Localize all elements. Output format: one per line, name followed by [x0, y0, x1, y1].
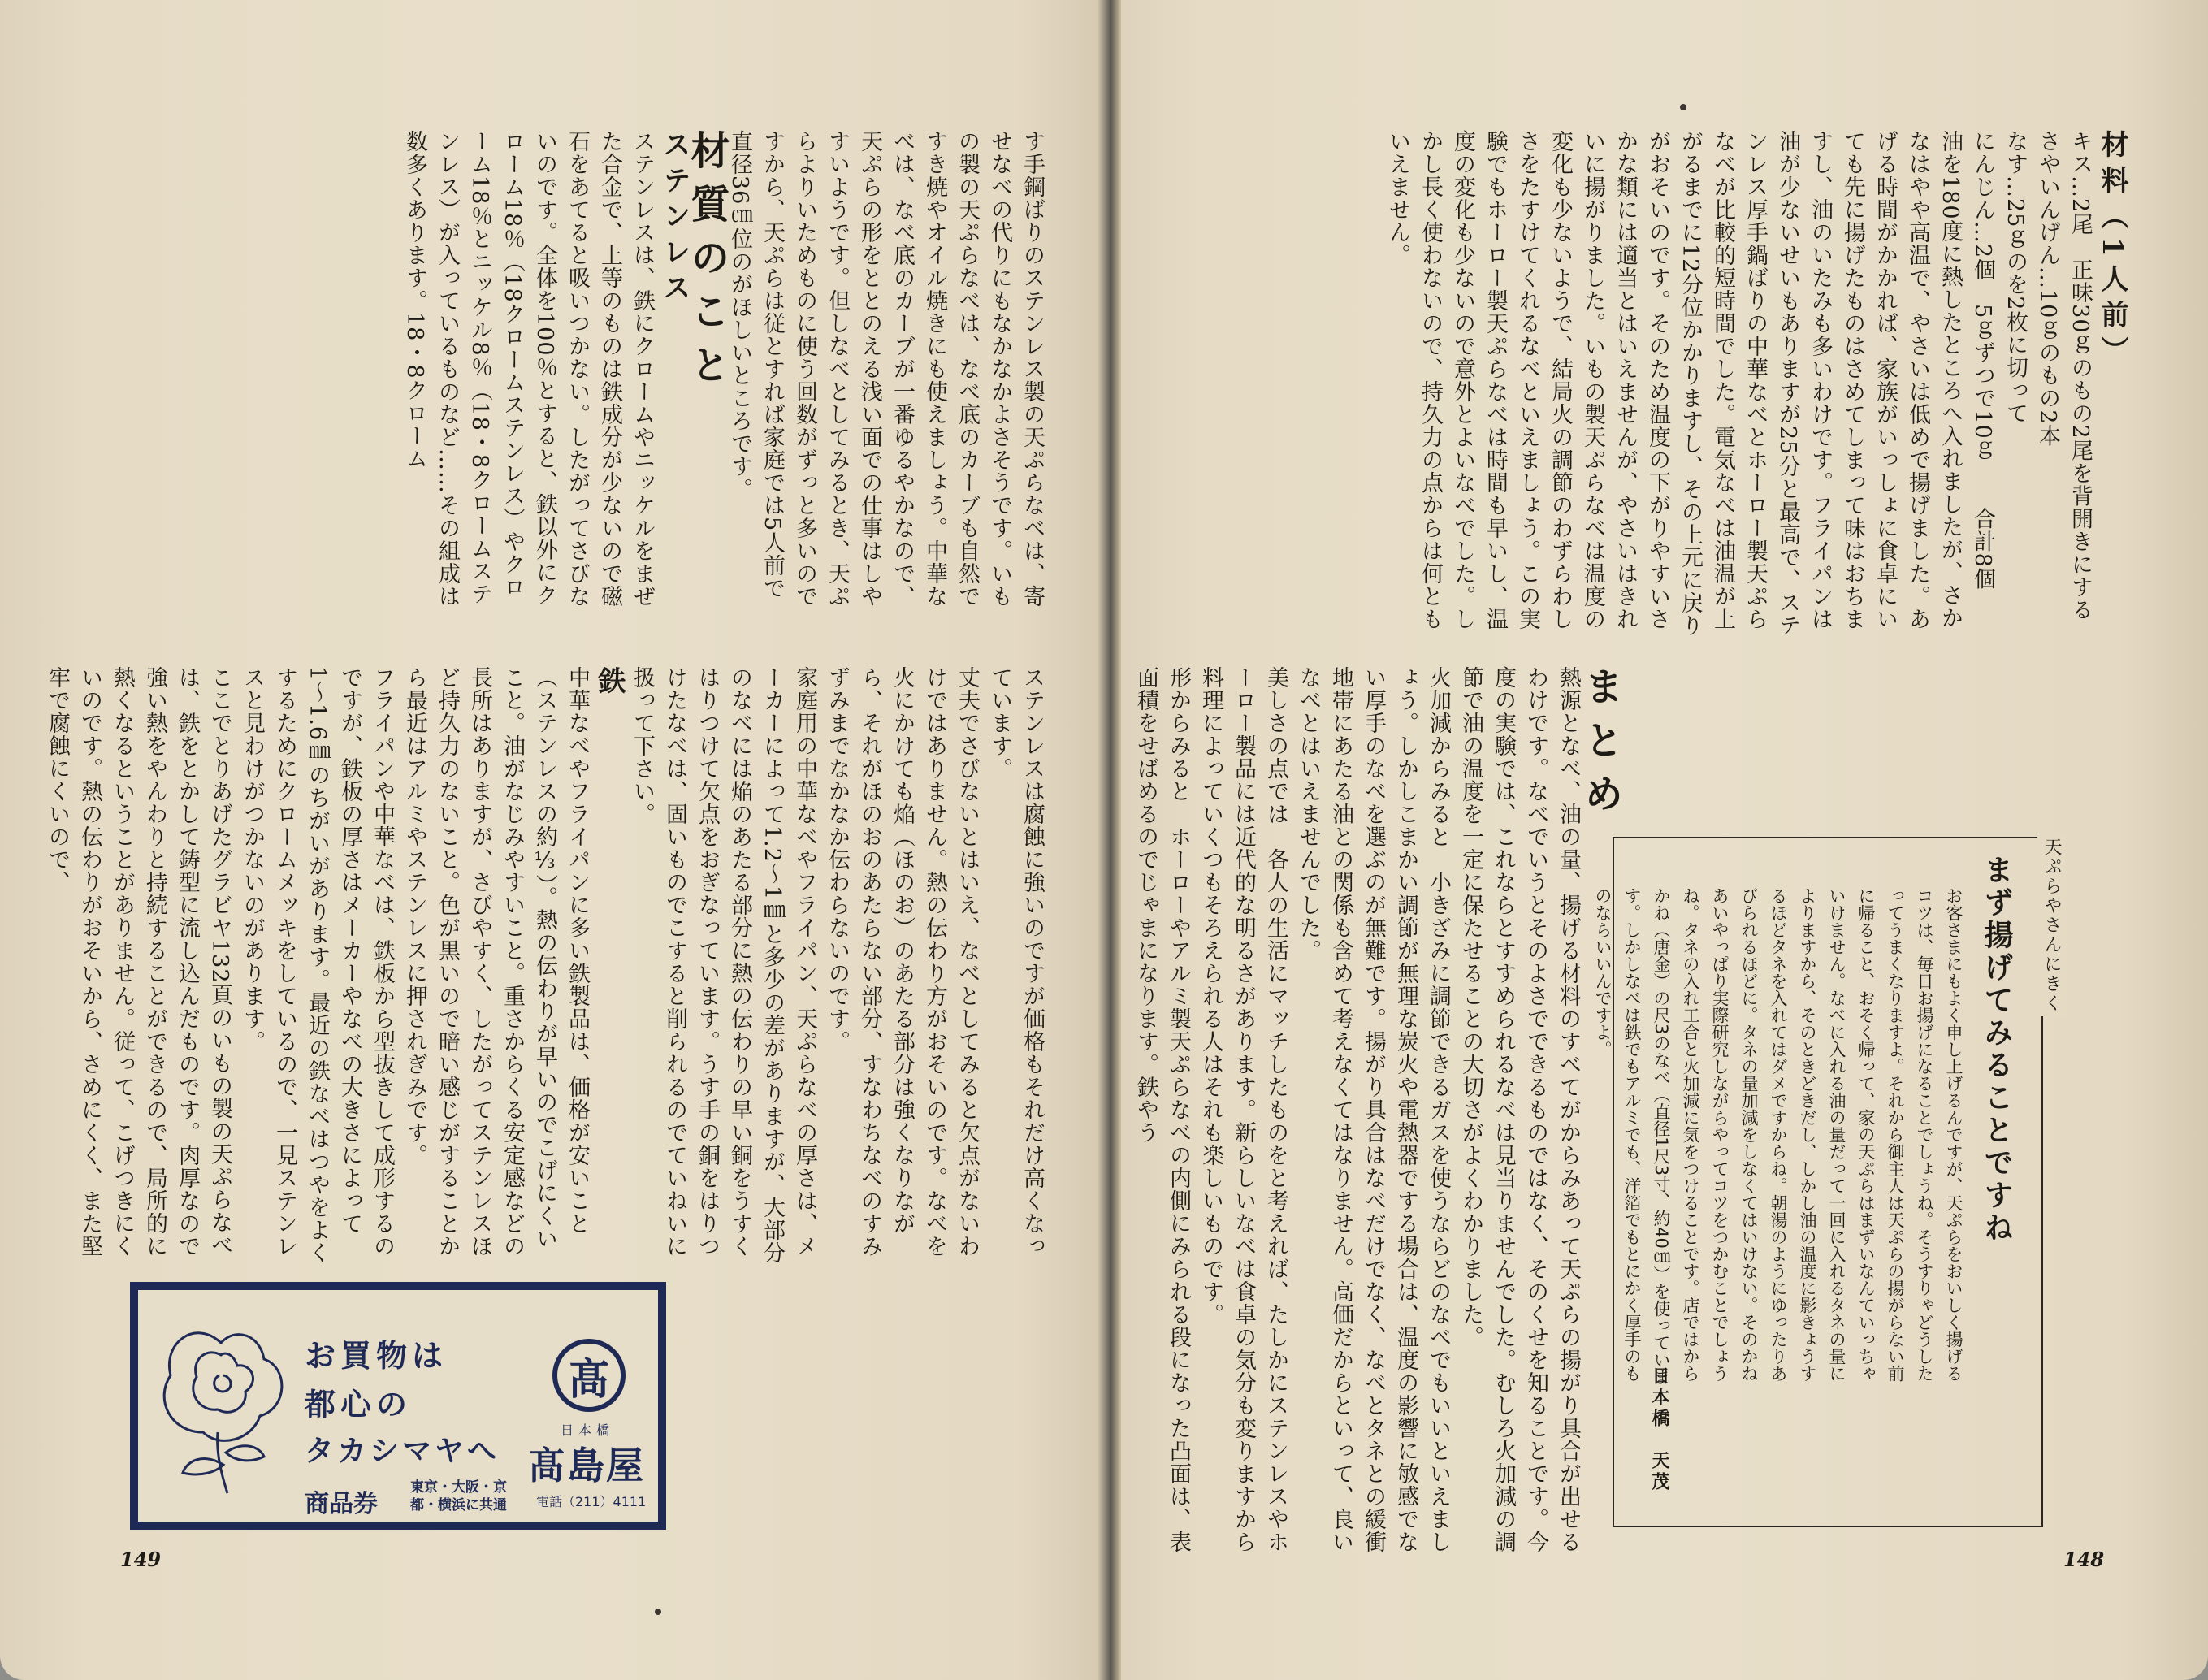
book-gutter	[1098, 0, 1121, 1680]
interview-credit: 日本橋 天茂	[1649, 1366, 1669, 1493]
page-number-left: 149	[120, 1548, 162, 1571]
iron-paragraph-1: 中華なべやフライパンに多い鉄製品は、価格が安いこと（ステンレスの約⅓）。熱の伝わりが早いのでこげにくいこと。油がなじみやすいこと。重さからくる安定感などの長所はありますが、さびやすく、したがってステンレスほど持久力のないこと。色が黒いので暗い感じがすることから最近はアルミやステンレスに押されぎみです。	[402, 666, 590, 1258]
ingredients-heading: 材料（1人前）	[2096, 130, 2128, 372]
page-number-right: 148	[2063, 1548, 2105, 1571]
ad-headline-3: タカシマヤへ	[305, 1435, 500, 1468]
ad-brand-name: 髙島屋	[528, 1444, 645, 1487]
experiment-paragraph: 油を180度に熱したところへ入れましたが、さかなはやや高温で、やさいは低めで揚げました。あげる時間がかかれば、家族がいっしょに食卓にいても先に揚げたものはさめてしまって味はおちますし、油のいたみも多いわけです。フライパンは油が少ないせいもありますが25分と最高で、ステンレス厚手鍋ばりの中華なべとホーロー製天ぷらなべが比較的短時間でした。電気なべは油温が上がるまでに12分位かかりますし、その上元に戻りがおそいのです。そのため温度の下がりやすいさかな類には適当とはいえませんが、やさいはきれいに揚がりました。いもの製天ぷらなべは温度の変化も少ないようで、結局火の調節のわずらわしさをたすけてくれるなべといえましょう。この実験でもホーロー製天ぷらなべは時間も早いし、温度の変化も少ないので意外とよいなべでした。しかし長く使わないので、持久力の点からは何ともいえません。	[1385, 130, 1963, 638]
pan-uses-paragraph: す手鋼ばりのステンレス製の天ぷらなべは、寄せなべの代りにもなかなかよさそうです。いもの製の天ぷらなべは、なべ底のカーブも自然ですき焼やオイル焼きにも使えましょう。中華なべは、なべ底のカーブが一番ゆるやかなので、天ぷらの形をととのえる浅い面での仕事はしやすいようです。但しなべとしてみるとき、天ぷらよりいためものに使う回数がずっと多いのですから、天ぷらは従とすれば家庭では5人前で直径36㎝位のがほしいところです。	[727, 130, 1045, 608]
stainless-price: ステンレスは腐蝕に強いのですが価格もそれだけ高くなっています。	[987, 666, 1045, 1258]
ingredient-beans: さやいんげん…10ｇのもの2本	[2035, 130, 2060, 448]
ad-cities: 東京・大阪・京都・横浜に共通	[410, 1479, 507, 1513]
right-top-column	[1162, 130, 2128, 650]
left-top-column	[97, 130, 1048, 617]
takashimaya-logo-icon: 髙	[552, 1339, 626, 1412]
ingredient-carrot: にんじん…2個 5ｇずつで10ｇ 合計8個	[1970, 130, 1995, 591]
interview-title: まず揚げてみることですね	[1980, 855, 2013, 1245]
right-bottom-column	[1133, 666, 1623, 1560]
ad-headline-1: お買物は	[305, 1338, 448, 1374]
summary-heading: まとめ	[1578, 666, 1623, 827]
materials-heading: 材質のこと	[684, 130, 730, 398]
interview-tag: 天ぷらやさんにきく	[2037, 834, 2066, 1016]
interview-box	[1593, 837, 2062, 1527]
ingredient-kisu: キス…2尾 正味30ｇのもの2尾を背開きにする	[2067, 130, 2093, 621]
stainless-subheading: ステンレス	[658, 130, 691, 309]
paper-speck	[1680, 104, 1686, 110]
summary-intro: 熱源となべ、油の量、揚げる材料のすべてがからみあって天ぷらの揚がり具合が出せるわけです。なべでいうとそのよさでできるものではなく、そのくせを知ることです。今度の実験では、これならとすすめられるなべは見当りませんでした。むしろ火加減の調節で油の温度を一定に保たせることの大切さがよくわかりました。	[1458, 666, 1581, 1553]
summary-heat-control: 火加減からみると 小きざみに調節できるガスを使うならどのなべでもいいといえましょう。しかしこまかい調節が無理な炭火や電熱器でする場合は、温度の影響に敏感でない厚手のなべを選ぶのが無難です。揚がり具合はなべだけでなく、なべとタネとの緩衝地帯にあたる油との関係も含めて考えなくてはなりません。高価だからといって、良いなべとはいえませんでした。	[1296, 666, 1451, 1553]
stainless-paragraph: ステンレスは、鉄にクロームやニッケルをまぜた合金で、上等のものは鉄成分が少ないので磁石をあてると吸いつかない。したがってさびないのです。全体を100％とすると、鉄以外にクローム18％（18クロームステンレス）やクローム18％とニッケル8％（18・8クロームステンレス）が入っているものなど……その組成は数多くあります。18・8クローム	[402, 130, 655, 608]
takashimaya-advertisement	[130, 1282, 666, 1530]
summary-shape: 形からみると ホーローやアルミ製天ぷらなべの内側にみられる段になった凸面は、表面積をせばめるのでじゃまになります。鉄やう	[1133, 666, 1191, 1553]
ingredient-eggplant: なす…25ｇのを2枚に切って	[2002, 130, 2028, 425]
paper-speck	[655, 1609, 661, 1615]
left-bottom-column	[45, 666, 1048, 1267]
iron-paragraph-3: ここでとりあげたグラビヤ132頁のいもの製の天ぷらなべは、鉄をとかして鋳型に流し込んだものです。肉厚なので強い熱をやんわりと持続することができるので、局所的に熱くなるということがありません。従って、こげつきにくいのです。熱の伝わりがおそいから、さめにくく、また堅牢で腐蝕にくいので、	[45, 666, 232, 1258]
stainless-drawback: 丈夫でさびないとはいえ、なべとしてみると欠点がないわけではありません。熱の伝わり方がおそいのです。なべを火にかけても焔（ほのお）のあたる部分は強くなりながら、それがほのおのあたらない部分、すなわちなべのすみずみまでなかなか伝わらないのです。	[825, 666, 980, 1258]
ad-gift-voucher: 商品券	[305, 1490, 378, 1518]
iron-subheading: 鉄	[593, 666, 626, 702]
ad-phone: 電話（211）4111	[536, 1494, 647, 1509]
iron-paragraph-2: フライパンや中華なべは、鉄板から型抜きして成形するのですが、鉄板の厚さはメーカーやなべの大きさによって1〜1.6㎜のちがいがあります。最近の鉄なべはつやをよくするためにクロームメッキをしているので、一見ステンレスと見わけがつかないのがあります。	[240, 666, 395, 1265]
summary-beauty: 美しさの点では 各人の生活にマッチしたものをと考えれば、たしかにステンレスやホーロー製品には近代的な明るさがあります。新らしいなべは食卓の気分も変りますから料理によっていくつもそろえられる人はそれも楽しいものです。	[1198, 666, 1288, 1553]
ad-headline-2: 都心の	[305, 1387, 413, 1422]
ad-location: 日本橋	[561, 1422, 615, 1438]
copper-lining: 家庭用の中華なべやフライパン、天ぷらなべの厚さは、メーカーによって1.2〜1㎜と多少の差がありますが、大部分のなべには焔のあたる部分に熱の伝わりの早い銅をうすくはりつけて欠点をおぎなっています。うす手の銅をはりつけたなべは、固いものでこすると削られるのでていねいに扱って下さい。	[630, 666, 817, 1265]
interview-body: お客さまにもよく申し上げるんですが、天ぷらをおいしく揚げるコツは、毎日お揚げになることでしょうね。そうすりゃどうしたってうまくなりますよ。それから御主人は天ぷらの揚がらない前に帰ること、おそく帰って、家の天ぷらはまずいなんていっちゃいけません。なべに入れる油の量だって一回に入れるタネの量によりますから、そのときどきだし、しかし油の温度に影きょうするほどタネを入れてはダメですからね。朝湯のようにゆったりあびられるほどに。タネの量加減をしなくてはいけない。そのかねあいやっぱり実際研究しながらやってコツをつかむことでしょうね。タネの入れ工合と火加減に気をつけることです。店ではからかね（唐金）の尺3のなべ（直径1尺3寸、約40㎝）を使っています。しかしなべは鉄でもアルミでも、洋箔でもとにかく厚手のものならいいんですよ。	[1593, 887, 1963, 1385]
rose-icon	[146, 1310, 297, 1497]
